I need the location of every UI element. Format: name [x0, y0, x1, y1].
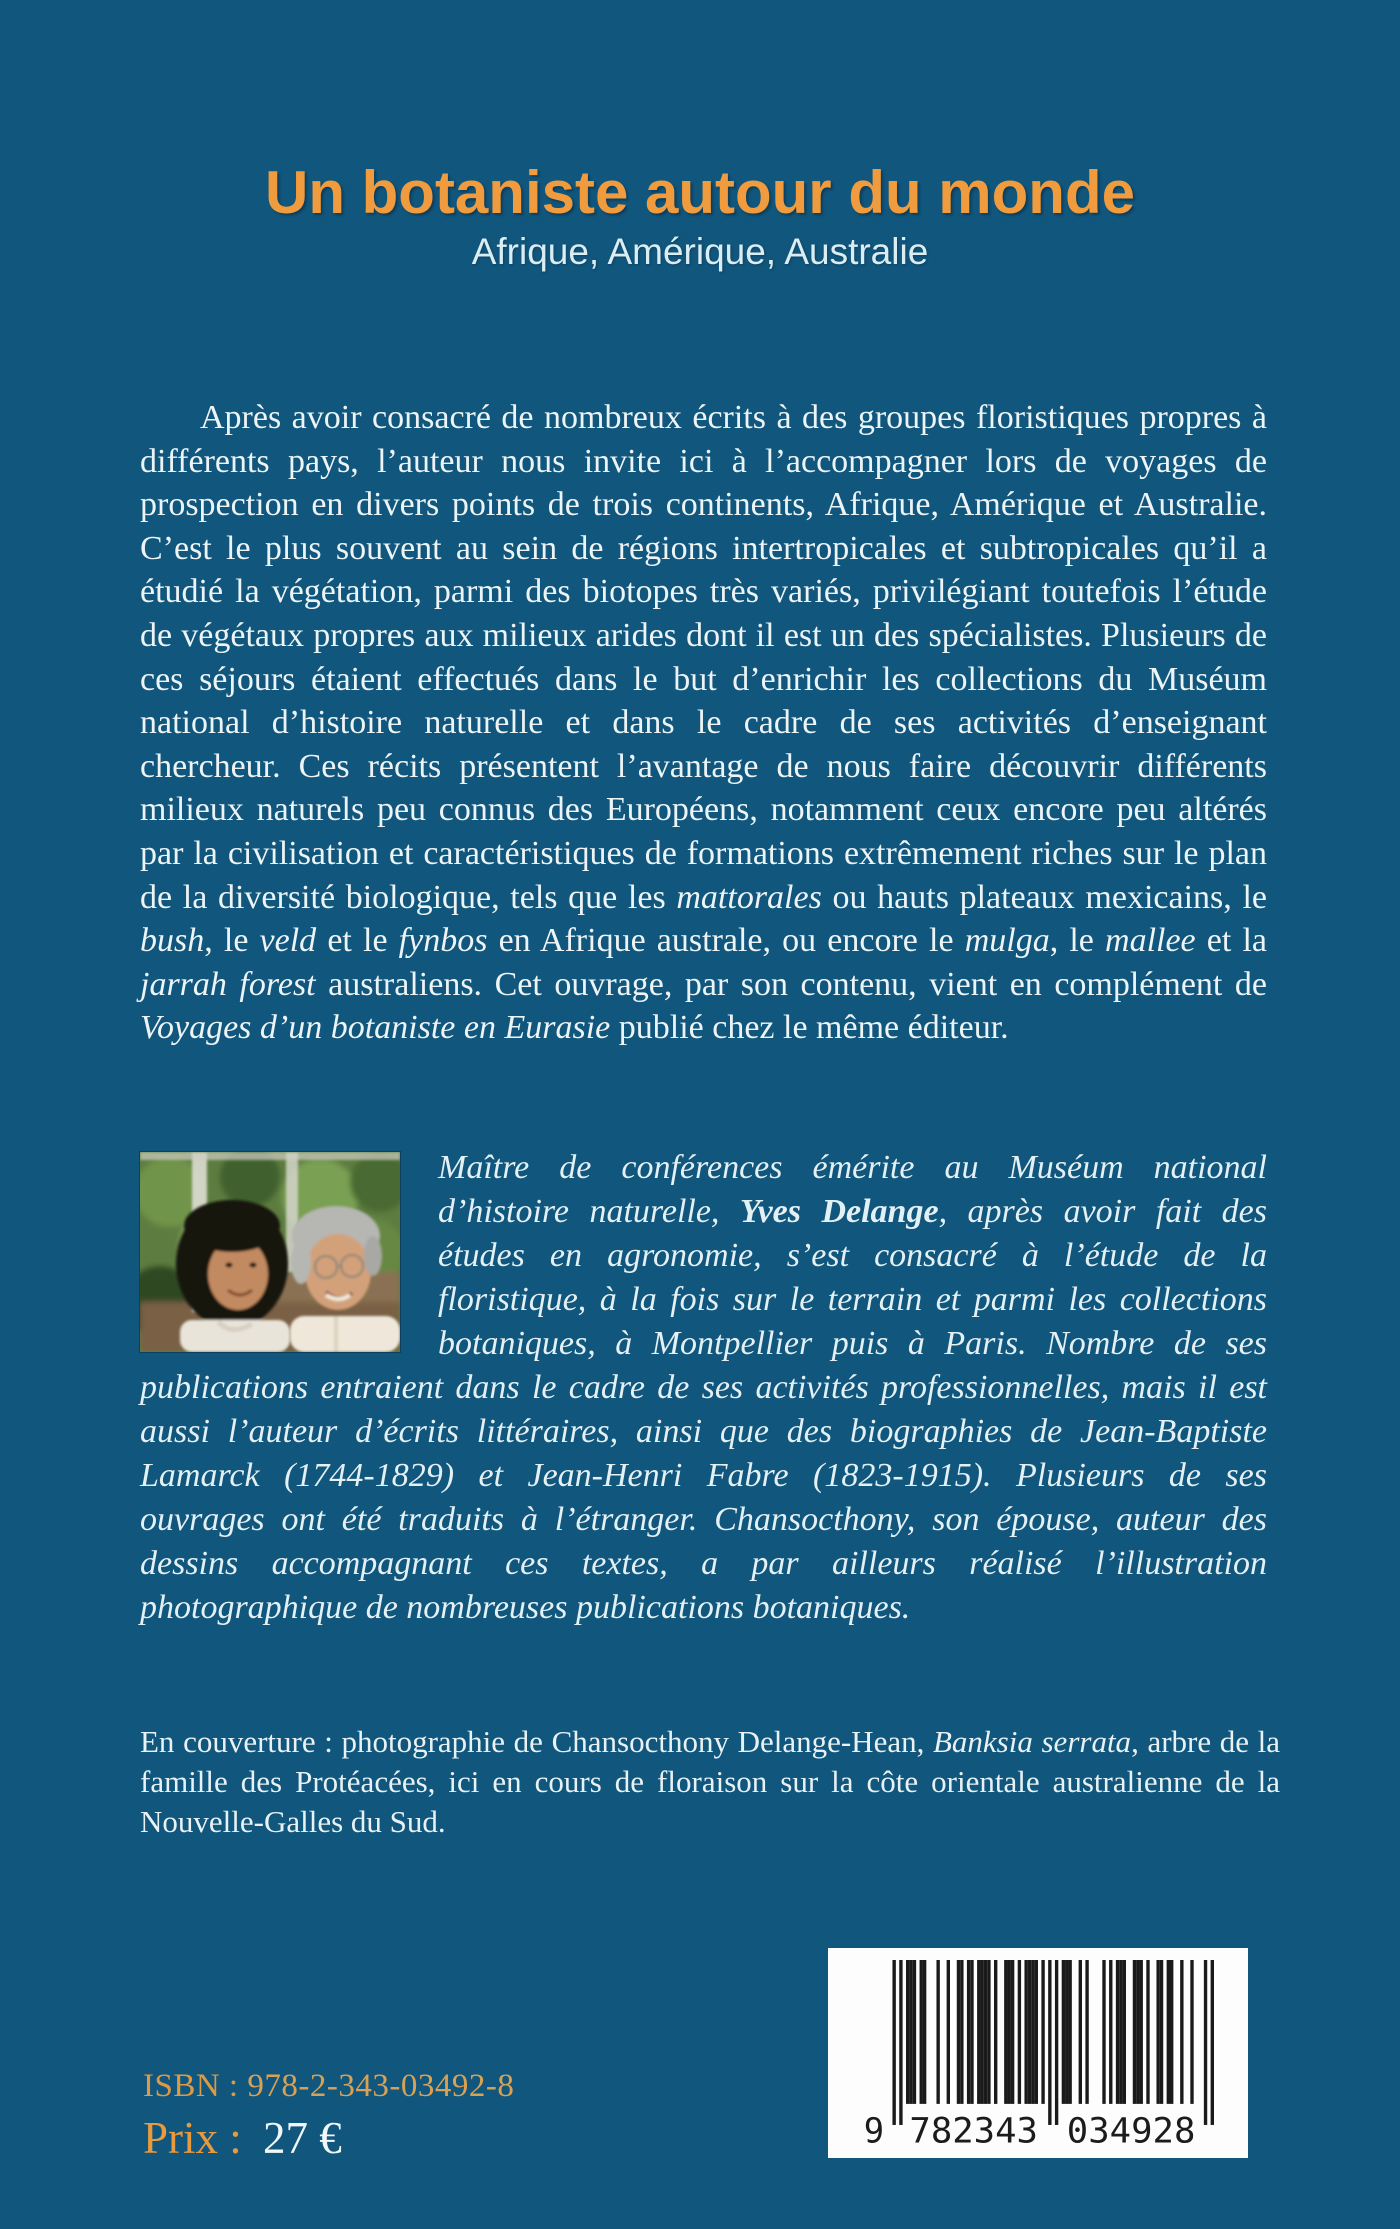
couple-portrait-photo-graphic [140, 1152, 400, 1352]
barcode [828, 1948, 1248, 2158]
price-value: 27 € [263, 2113, 342, 2163]
cover-photo-credit: En couverture : photographie de Chansocthony Delange-Hean, Banksia serrata, arbre de la famille des Protéacées, ici en cours de floraison sur la côte orientale australienne de la Nouvelle-Galles du Sud. [140, 1724, 1281, 1839]
book-subtitle: Afrique, Amérique, Australie [471, 231, 929, 272]
author-photo [140, 1152, 400, 1352]
price-label: Prix : [143, 2113, 242, 2163]
ean13-barcode-graphic [862, 1960, 1214, 2146]
svg-text:034928: 034928 [1066, 2110, 1196, 2146]
svg-text:782343: 782343 [909, 2110, 1038, 2146]
price-line [143, 2112, 342, 2164]
isbn-line [143, 2068, 514, 2105]
author-bio-section [140, 1146, 1267, 1630]
synopsis-paragraph: Après avoir consacré de nombreux écrits à des groupes floristiques propres à différents pays, l’auteur nous invite ici à l’accompagner lors de voyages de prospection en divers points de trois continents, Afrique, Amérique et Australie. C’est le plus souvent au sein de régions intertropicales et subtropicales qu’il a étudié la végétation, parmi des biotopes très variés, privilégiant toutefois l’étude de végétaux propres aux milieux arides dont il est un des spécialistes. Plusieurs de ces séjours étaient effectués dans le but d’enrichir les collections du Muséum national d’histoire naturelle et dans le cadre de ses activités d’enseignant chercheur. Ces récits présentent l’avantage de nous faire découvrir différents milieux naturels peu connus des Européens, notamment ceux encore peu altérés par la civilisation et caractéristiques de formations extrêmement riches sur le plan de la diversité biologique, tels que les mattorales ou hauts plateaux mexicains, le bush, le veld et le fynbos en Afrique australe, ou encore le mulga, le mallee et la jarrah forest australiens. Cet ouvrage, par son contenu, vient en complément de Voyages d’un botaniste en Eurasie publié chez le même éditeur. [140, 399, 1267, 1047]
isbn-label: ISBN : [143, 2068, 239, 2104]
author-bio-text: Maître de conférences émérite au Muséum national d’histoire naturelle, Yves Delange, après avoir fait des études en agronomie, s’est consacré à l’étude de la floristique, à la fois sur le terrain et parmi les collections botaniques, à Montpellier puis à Paris. Nombre de ses publications entraient dans le cadre de ses activités professionnelles, mais il est aussi l’auteur d’écrits littéraires, ainsi que des biographies de Jean-Baptiste Lamarck (1744-1829) et Jean-Henri Fabre (1823-1915). Plusieurs de ses ouvrages ont été traduits à l’étranger. Chansocthony, son épouse, auteur des dessins accompagnant ces textes, a par ailleurs réalisé l’illustration photographique de nombreuses publications botaniques. [140, 1149, 1267, 1626]
book-title: Un botaniste autour du monde [265, 159, 1135, 226]
isbn-value: 978-2-343-03492-8 [247, 2068, 515, 2104]
svg-text:9: 9 [863, 2110, 885, 2146]
header [0, 160, 1400, 273]
